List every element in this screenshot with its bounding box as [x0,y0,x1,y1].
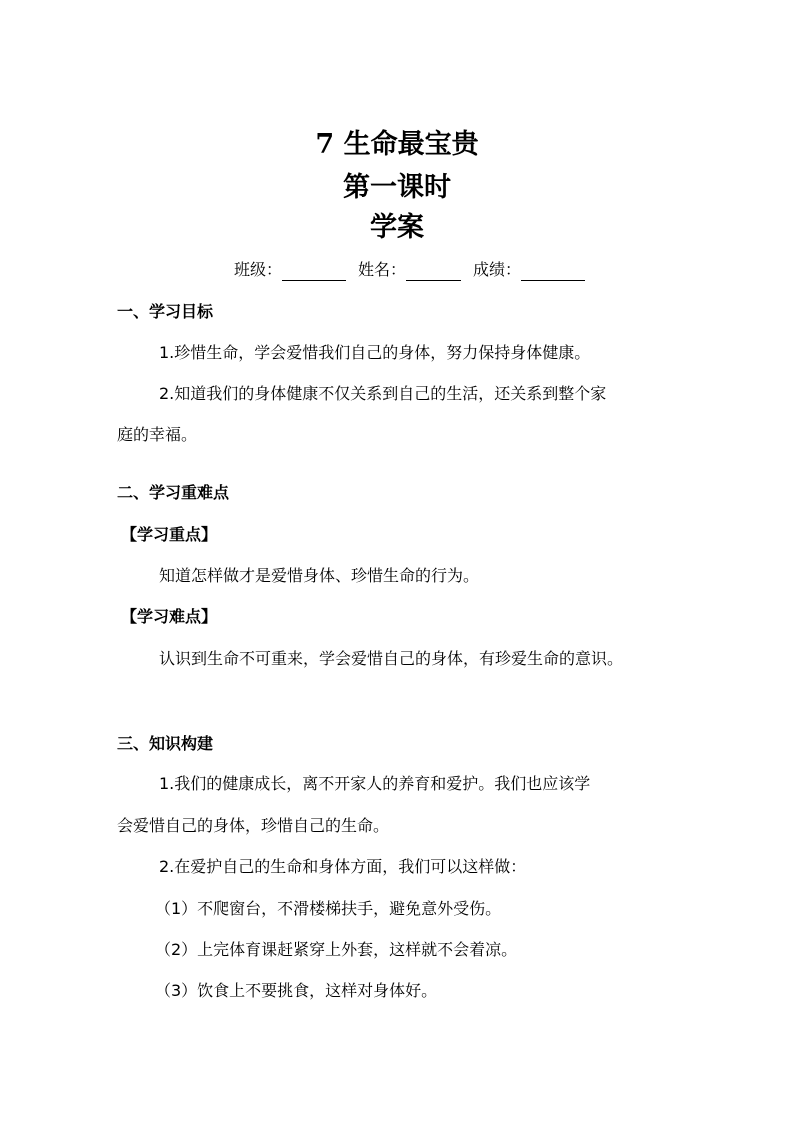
objective-item-2-line-2: 庭的幸福。 [117,425,198,444]
class-blank[interactable] [282,262,346,281]
objective-item-1: 1.珍惜生命，学会爱惜我们自己的身体，努力保持身体健康。 [159,343,591,362]
score-blank[interactable] [521,262,585,281]
knowledge-sub-item-2: （2）上完体育课赶紧穿上外套，这样就不会着凉。 [155,940,518,959]
objective-item-2-line-1: 2.知道我们的身体健康不仅关系到自己的生活，还关系到整个家 [159,384,607,403]
name-label: 姓名： [358,260,407,279]
section-heading-key-points: 二、学习重难点 [117,483,230,502]
name-blank[interactable] [406,262,461,281]
difficult-point-label: 【学习难点】 [121,607,218,626]
class-label: 班级： [234,260,283,279]
section-heading-knowledge: 三、知识构建 [117,734,214,753]
score-label: 成绩： [473,260,522,279]
knowledge-item-1-line-2: 会爱惜自己的身体，珍惜自己的生命。 [117,816,390,835]
knowledge-sub-item-1: （1）不爬窗台，不滑楼梯扶手，避免意外受伤。 [155,899,502,918]
key-point-label: 【学习重点】 [121,525,218,544]
section-heading-objectives: 一、学习目标 [117,302,214,321]
lesson-period: 第一课时 [343,172,451,203]
student-info-row [232,259,595,281]
knowledge-item-2: 2.在爱护自己的生命和身体方面，我们可以这样做： [159,857,527,876]
document-type: 学案 [370,212,424,243]
knowledge-sub-item-3: （3）饮食上不要挑食，这样对身体好。 [155,981,438,1000]
key-point-text: 知道怎样做才是爱惜身体、珍惜生命的行为。 [159,566,480,585]
lesson-title: 7 生命最宝贵 [315,129,479,160]
knowledge-item-1-line-1: 1.我们的健康成长，离不开家人的养育和爱护。我们也应该学 [159,774,591,793]
difficult-point-text: 认识到生命不可重来，学会爱惜自己的身体，有珍爱生命的意识。 [159,649,624,668]
